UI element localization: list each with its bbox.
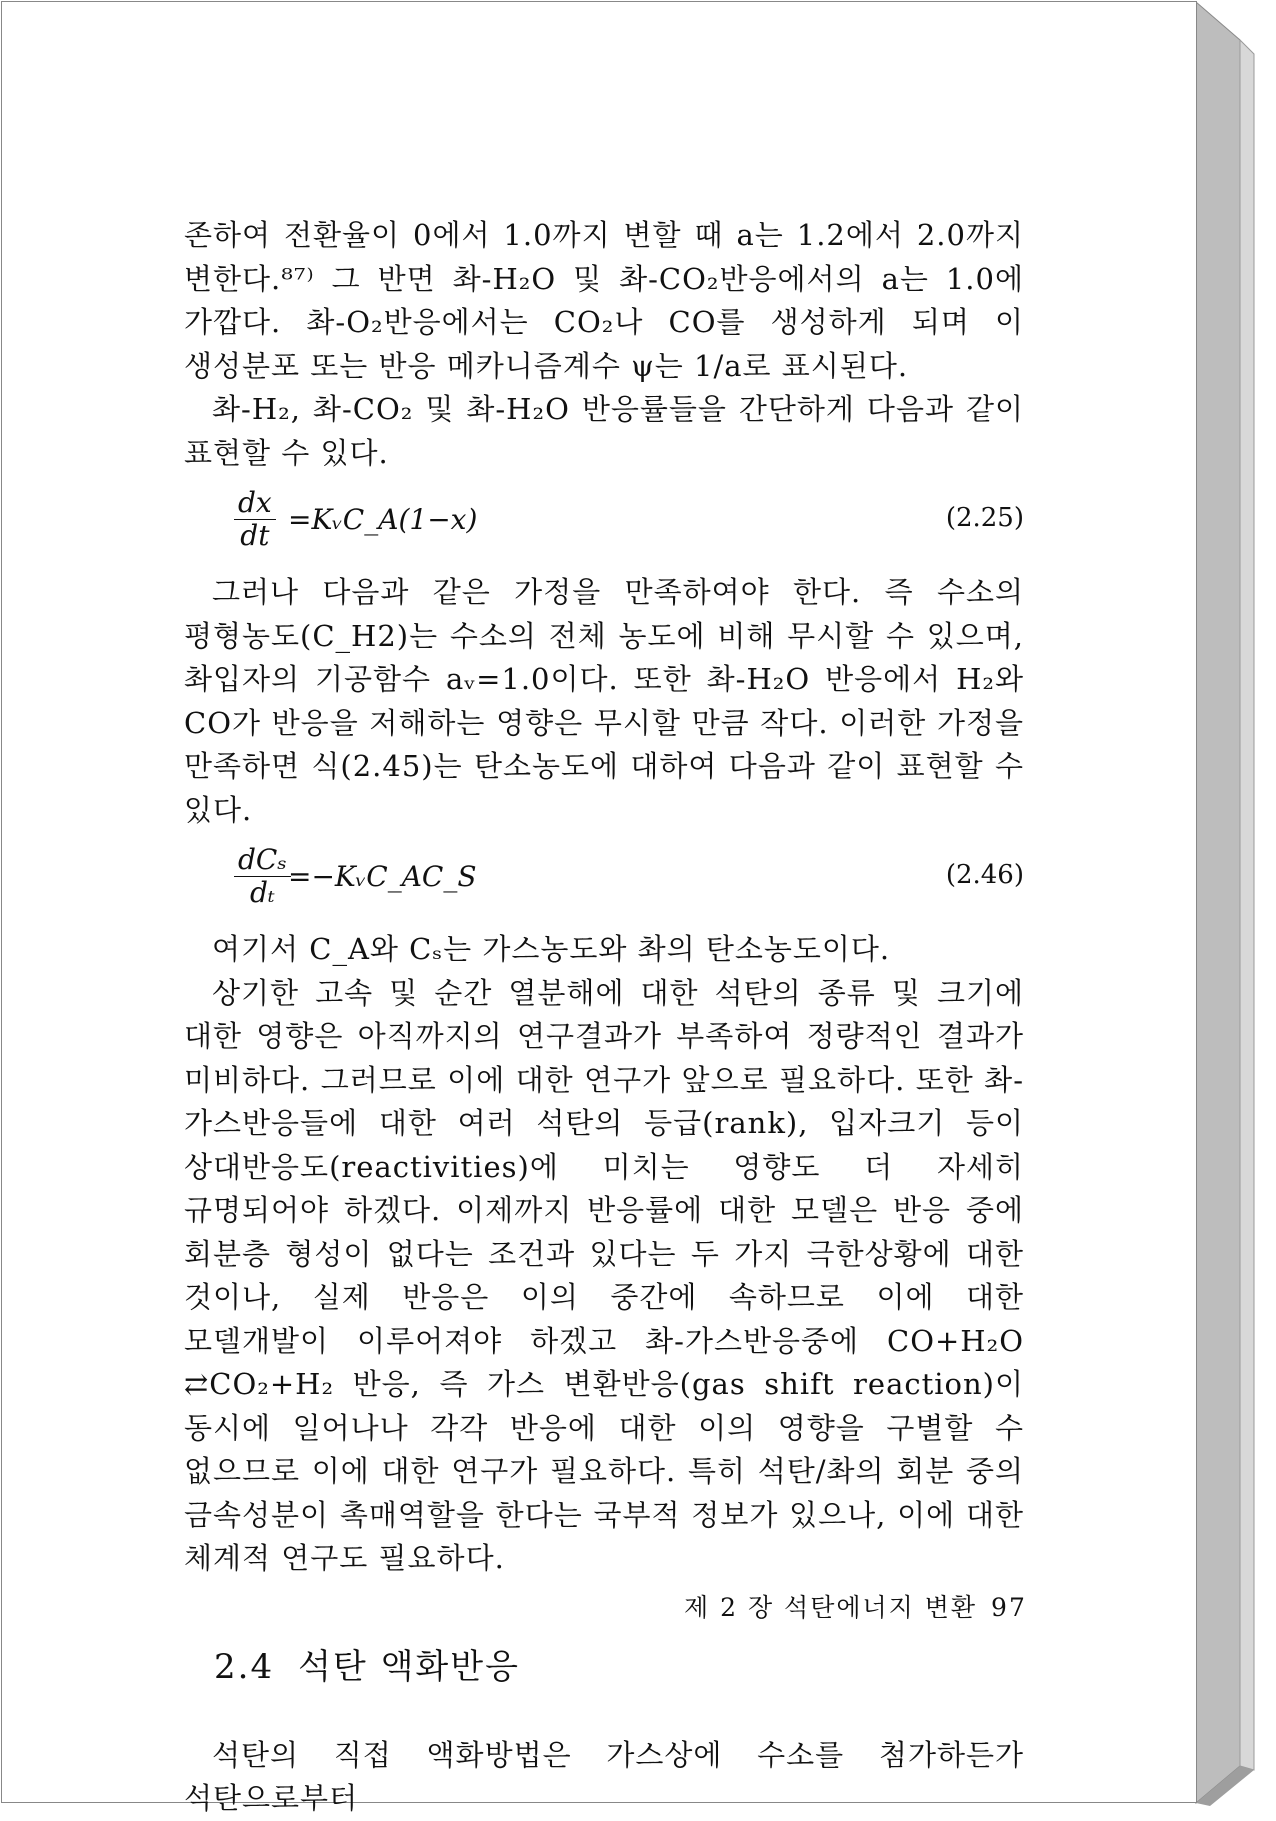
numerator: dx (234, 487, 276, 520)
denominator: dₜ (249, 876, 275, 909)
numerator: dCₛ (234, 844, 291, 877)
equation-2-25 (184, 481, 1024, 567)
equation-2-46 (184, 838, 1024, 924)
page-number: 97 (991, 1593, 1027, 1622)
equation-number: (2.25) (945, 503, 1024, 533)
page-footer (684, 1588, 1027, 1624)
fraction (234, 487, 276, 552)
paragraph-4: 여기서 C_A와 Cₛ는 가스농도와 촤의 탄소농도이다. (212, 932, 891, 966)
paragraph-3: 그러나 다음과 같은 가정을 만족하여야 한다. 즉 수소의 평형농도(C_H2)는 수소의 전체 농도에 비해 무시할 수 있으며, 촤입자의 기공함수 aᵥ=1.0이다. 또한 촤-H₂O 반응에서 H₂와 CO가 반응을 저해하는 영향은 무시할 만큼 작다. 이러한 가정을 만족하면 식(2.45)는 탄소농도에 대하여 다음과 같이 표현할 수 있다. (184, 575, 1024, 827)
document-page (1, 1, 1197, 1815)
chapter-title: 제 2 장 석탄에너지 변환 (684, 1593, 978, 1622)
page-content (184, 214, 1024, 1821)
section-number: 2.4 (214, 1646, 275, 1687)
section-heading (214, 1639, 1024, 1688)
section-title: 석탄 액화반응 (298, 1646, 520, 1687)
paragraph-6: 석탄의 직접 액화방법은 가스상에 수소를 첨가하든가 석탄으로부터 (184, 1737, 1024, 1815)
equation-rhs: =−KᵥC_AC_S (288, 860, 477, 893)
paragraph-1: 존하여 전환율이 0에서 1.0까지 변할 때 a는 1.2에서 2.0까지 변한다.⁸⁷⁾ 그 반면 촤-H₂O 및 촤-CO₂반응에서의 a는 1.0에 가깝다. 촤-O₂반응에서는 CO₂나 CO를 생성하게 되며 이 생성분포 또는 반응 메카니즘계수 ψ는 1/a로 표시된다. (184, 218, 1024, 383)
fraction (234, 844, 291, 909)
denominator: dt (240, 519, 270, 552)
paragraph-2: 촤-H₂, 촤-CO₂ 및 촤-H₂O 반응률들을 간단하게 다음과 같이 표현할 수 있다. (184, 392, 1024, 470)
equation-rhs: =KᵥC_A(1−x) (288, 503, 478, 536)
equation-number: (2.46) (945, 860, 1024, 890)
paragraph-5: 상기한 고속 및 순간 열분해에 대한 석탄의 종류 및 크기에 대한 영향은 아직까지의 연구결과가 부족하여 정량적인 결과가 미비하다. 그러므로 이에 대한 연구가 앞으로 필요하다. 또한 촤-가스반응들에 대한 여러 석탄의 등급(rank), 입자크기 등이 상대반응도(reactivities)에 미치는 영향도 더 자세히 규명되어야 하겠다. 이제까지 반응률에 대한 모델은 반응 중에 회분층 형성이 없다는 조건과 있다는 두 가지 극한상황에 대한 것이나, 실제 반응은 이의 중간에 속하므로 이에 대한 모델개발이 이루어져야 하겠고 촤-가스반응중에 CO+H₂O ⇄CO₂+H₂ 반응, 즉 가스 변환반응(gas shift reaction)이 동시에 일어나나 각각 반응에 대한 이의 영향을 구별할 수 없으므로 이에 대한 연구가 필요하다. 특히 석탄/촤의 회분 중의 금속성분이 촉매역할을 한다는 국부적 정보가 있으나, 이에 대한 체계적 연구도 필요하다. (184, 975, 1024, 1575)
